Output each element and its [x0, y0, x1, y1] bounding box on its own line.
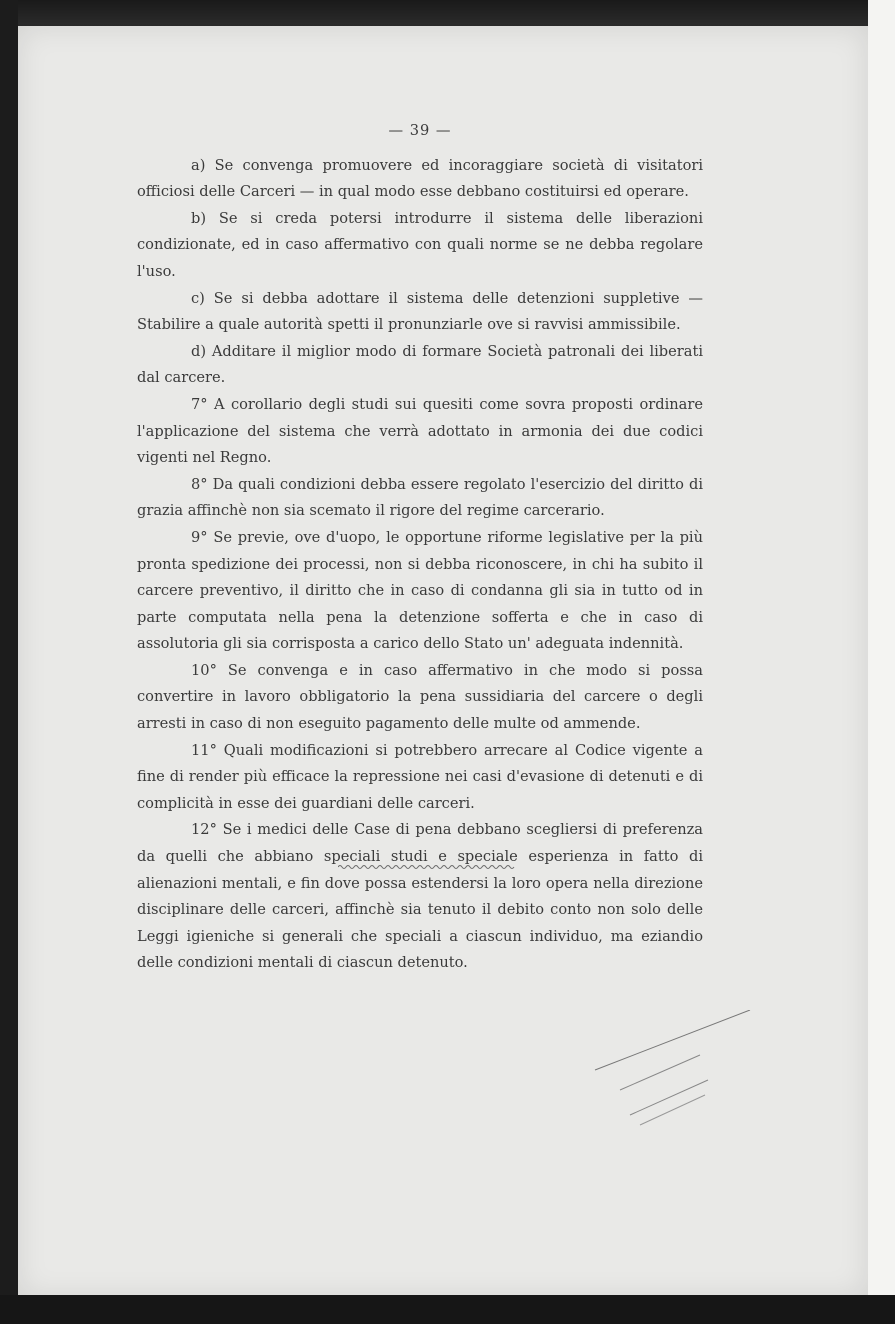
paragraph-8: 8° Da quali condizioni debba essere regolato l'esercizio del diritto di grazia affinchè non sia scemato il rigore del regime carcerario. [137, 475, 703, 520]
paragraph-11: 11° Quali modificazioni si potrebbero arrecare al Codice vigente a fine di render più efficace la repressione nei casi d'evasione di detenuti e di complicità in esse dei guardiani delle carceri. [137, 741, 703, 812]
pencil-marks [590, 1010, 760, 1130]
paragraph-10: 10° Se convenga e in caso affermativo in che modo si possa convertire in lavoro obbligatorio la pena sussidiaria del carcere o degli arresti in caso di non eseguito pagamento delle multe od ammende. [137, 661, 703, 733]
paragraph-a: a) Se convenga promuovere ed incoraggiare società di visitatori officiosi delle Carceri — in qual modo esse debbano costituirsi ed operare. [137, 156, 703, 201]
paragraph-d: d) Additare il miglior modo di formare Società patronali dei liberati dal carcere. [137, 342, 703, 387]
page-text [137, 118, 703, 977]
paragraph-c: c) Se si debba adottare il sistema delle detenzioni suppletive — Stabilire a quale autorità spetti il pronunziarle ove si ravvisi ammissibile. [137, 289, 703, 334]
page-number: — 39 — [388, 122, 452, 139]
paragraph-12: 12° Se i medici delle Case di pena debbano scegliersi di preferenza da quelli che abbiano speciali studi e speciale esperienza in fatto di alienazioni mentali, e fin dove possa estendersi la loro opera nella direzione disciplinare delle carceri, affinchè sia tenuto il debito conto non solo delle Leggi igieniche si generali che speciali a ciascun individuo, ma eziandio delle condizioni mentali di ciascun detenuto. [137, 821, 703, 972]
paragraph-7: 7° A corollario degli studi sui quesiti come sovra proposti ordinare l'applicazione del sistema che verrà adottato in armonia dei due codici vigenti nel Regno. [137, 395, 703, 467]
end-ornament [338, 864, 516, 870]
scan-right-edge [868, 0, 895, 1324]
paragraph-b: b) Se si creda potersi introdurre il sistema delle liberazioni condizionate, ed in caso affermativo con quali norme se ne debba regolare l'uso. [137, 209, 703, 280]
scan-bottom-shadow [0, 1295, 895, 1324]
paragraph-9: 9° Se previe, ove d'uopo, le opportune riforme legislative per la più pronta spedizione dei processi, non si debba riconoscere, in chi ha subito il carcere preventivo, il diritto che in caso di condanna gli sia in tutto od in parte computata nella pena la detenzione sofferta e che in caso di assolutoria gli sia corrisposta a carico dello Stato un' adeguata indennità. [137, 528, 703, 653]
